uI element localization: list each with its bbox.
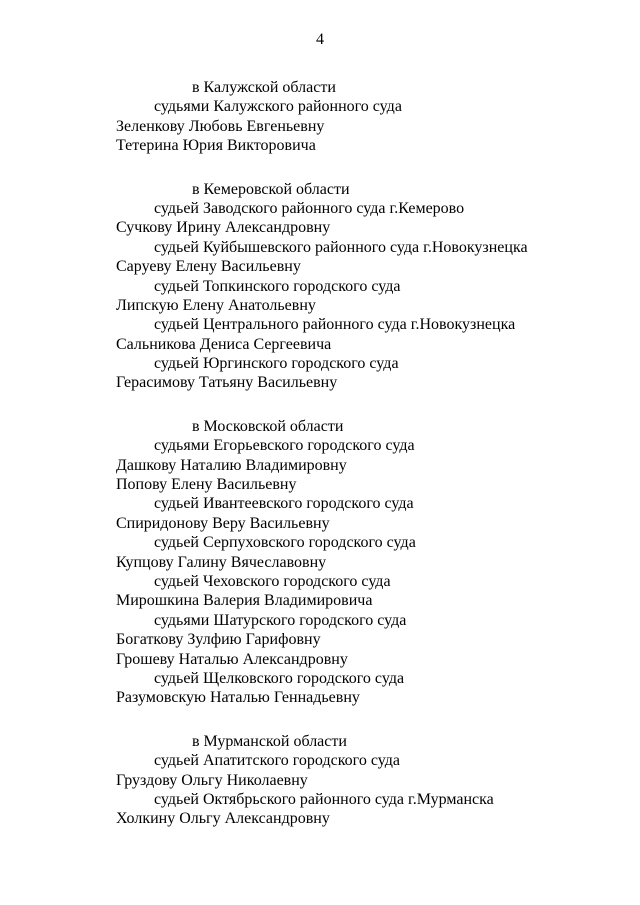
judge-name: Дашкову Наталию Владимировну bbox=[116, 456, 347, 474]
court-line: судьей Топкинского городского суда bbox=[154, 277, 401, 295]
judge-name: Грошеву Наталью Александровну bbox=[116, 650, 348, 668]
court-line: судьей Апатитского городского суда bbox=[154, 752, 400, 770]
document-body bbox=[0, 78, 640, 853]
court-line: судьей Куйбышевского районного суда г.Новокузнецка bbox=[154, 238, 528, 256]
court-line: судьей Ивантеевского городского суда bbox=[154, 495, 414, 513]
judge-name: Груздову Ольгу Николаевну bbox=[116, 771, 308, 789]
region-section bbox=[0, 180, 640, 393]
judge-name: Попову Елену Васильевну bbox=[116, 476, 297, 494]
court-line: судьями Егорьевского городского суда bbox=[154, 437, 415, 455]
judge-name: Мирошкина Валерия Владимировича bbox=[116, 592, 373, 610]
region-heading: в Кемеровской области bbox=[192, 180, 350, 198]
judge-name: Холкину Ольгу Александровну bbox=[116, 810, 330, 828]
court-line: судьей Чеховского городского суда bbox=[154, 572, 391, 590]
court-line: судьей Юргинского городского суда bbox=[154, 355, 399, 373]
court-line: судьей Центрального районного суда г.Новокузнецка bbox=[154, 316, 516, 334]
court-line: судьями Шатурского городского суда bbox=[154, 611, 407, 629]
region-heading: в Мурманской области bbox=[192, 732, 347, 750]
court-line: судьей Заводского районного суда г.Кемерово bbox=[154, 199, 465, 217]
region-section bbox=[0, 417, 640, 708]
region-section bbox=[0, 732, 640, 829]
judge-name: Спиридонову Веру Васильевну bbox=[116, 514, 330, 532]
judge-name: Зеленкову Любовь Евгеньевну bbox=[116, 117, 325, 135]
judge-name: Тетерина Юрия Викторовича bbox=[116, 137, 316, 155]
page-number: 4 bbox=[316, 31, 324, 48]
judge-name: Сальникова Дениса Сергеевича bbox=[116, 335, 332, 353]
judge-name: Сучкову Ирину Александровну bbox=[116, 219, 331, 237]
region-heading: в Калужской области bbox=[192, 79, 336, 96]
court-line: судьей Серпуховского городского суда bbox=[154, 534, 416, 552]
court-line: судьями Калужского районного суда bbox=[154, 98, 402, 116]
judge-name: Герасимову Татьяну Васильевну bbox=[116, 374, 338, 392]
region-heading: в Московской области bbox=[192, 417, 344, 435]
region-section bbox=[0, 78, 640, 156]
court-line: судьей Щелковского городского суда bbox=[154, 669, 405, 687]
judge-name: Разумовскую Наталью Геннадьевну bbox=[116, 689, 360, 707]
court-line: судьей Октябрьского районного суда г.Мурманска bbox=[154, 790, 494, 808]
judge-name: Липскую Елену Анатольевну bbox=[116, 296, 316, 314]
judge-name: Купцову Галину Вячеславовну bbox=[116, 553, 327, 571]
judge-name: Богаткову Зулфию Гарифовну bbox=[116, 631, 321, 649]
judge-name: Саруеву Елену Васильевну bbox=[116, 258, 301, 276]
